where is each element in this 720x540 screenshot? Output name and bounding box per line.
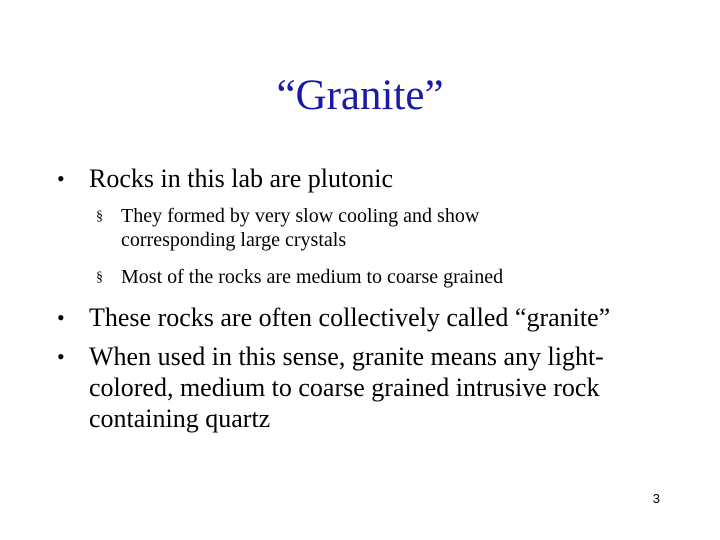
bullet-icon: • xyxy=(57,166,65,191)
sub-bullet-item xyxy=(96,204,681,252)
page-number: 3 xyxy=(652,491,660,506)
bullet-text: These rocks are often collectively called “granite” xyxy=(89,303,611,332)
bullet-icon: • xyxy=(57,344,65,369)
bullet-item xyxy=(57,163,689,194)
bullet-item xyxy=(57,302,689,333)
sub-bullet-text: Most of the rocks are medium to coarse grained xyxy=(121,266,504,288)
sub-bullet-icon: § xyxy=(96,209,103,224)
bullet-line: colored, medium to coarse grained intrusive rock xyxy=(89,373,600,402)
bullet-line: containing quartz xyxy=(89,404,271,433)
bullet-item xyxy=(57,341,689,434)
slide-title: “Granite” xyxy=(276,72,444,119)
bullet-line: When used in this sense, granite means any light- xyxy=(89,342,604,371)
bullet-icon: • xyxy=(57,305,65,330)
sub-bullet-line: They formed by very slow cooling and show xyxy=(121,205,480,227)
sub-bullet-line: corresponding large crystals xyxy=(121,229,347,251)
bullet-text: Rocks in this lab are plutonic xyxy=(89,164,394,193)
sub-bullet-item xyxy=(96,265,681,289)
sub-bullet-icon: § xyxy=(96,270,103,285)
